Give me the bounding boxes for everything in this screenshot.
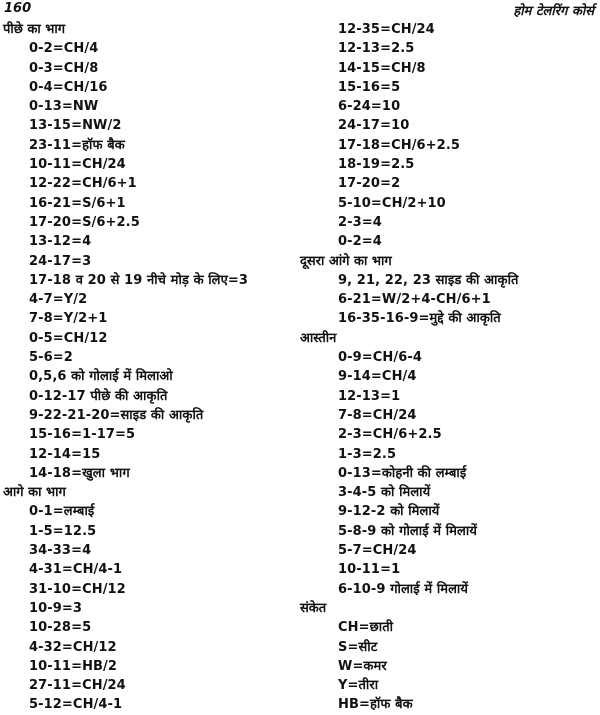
measurement-entry: 0-4=CH/16 [29, 79, 108, 95]
measurement-entry: 3-4-5 को मिलायें [338, 485, 431, 501]
measurement-entry: 12-22=CH/6+1 [29, 176, 137, 192]
measurement-entry: 17-20=S/6+2.5 [29, 214, 140, 230]
legend-entry: CH=छाती [338, 620, 394, 636]
measurement-entry: 1-5=12.5 [29, 523, 97, 539]
measurement-entry: 27-11=CH/24 [29, 678, 126, 694]
measurement-entry: 0-1=लम्बाई [29, 504, 95, 520]
measurement-entry: 5-6=2 [29, 350, 73, 366]
measurement-entry: 0-2=4 [338, 234, 382, 250]
section-heading-front-part: आगे का भाग [3, 485, 66, 501]
measurement-entry: 10-11=CH/24 [29, 157, 126, 173]
measurement-entry: 6-21=W/2+4-CH/6+1 [338, 292, 491, 308]
measurement-entry: 34-33=4 [29, 543, 92, 559]
measurement-entry: 5-7=CH/24 [338, 543, 417, 559]
measurement-entry: 6-10-9 गोलाई में मिलायें [338, 581, 469, 597]
measurement-entry: 2-3=CH/6+2.5 [338, 427, 442, 443]
measurement-entry: 0-5=CH/12 [29, 330, 108, 346]
measurement-entry: 17-18 व 20 से 19 नीचे मोड़ के लिए=3 [29, 272, 249, 288]
section-heading-sleeve: आस्तीन [300, 330, 337, 346]
measurement-entry: 12-14=15 [29, 446, 101, 462]
measurement-entry: 13-12=4 [29, 234, 92, 250]
measurement-entry: 4-31=CH/4-1 [29, 562, 123, 578]
measurement-entry: 0-13=कोहनी की लम्बाई [338, 465, 467, 481]
measurement-entry: 18-19=2.5 [338, 157, 415, 173]
running-head: होम टेलरिंग कोर्स [513, 4, 594, 19]
section-heading-second-front-part: दूसरा आंगे का भाग [300, 253, 392, 269]
measurement-entry: 12-35=CH/24 [338, 22, 435, 37]
left-column [3, 20, 293, 715]
measurement-entry: 17-20=2 [338, 176, 401, 192]
measurement-entry: 0-9=CH/6-4 [338, 350, 423, 366]
legend-entry: S=सीट [338, 639, 378, 655]
measurement-entry: 10-9=3 [29, 600, 83, 616]
measurement-entry: 10-11=1 [338, 562, 401, 578]
measurement-entry: 0-13=NW [29, 99, 99, 115]
measurement-entry: 9, 21, 22, 23 साइड की आकृति [338, 272, 519, 288]
measurement-entry: 16-21=S/6+1 [29, 195, 126, 211]
measurement-entry: 6-24=10 [338, 99, 401, 115]
measurement-entry: 9-22-21-20=साइड की आकृति [29, 407, 204, 423]
measurement-entry: 7-8=CH/24 [338, 407, 417, 423]
measurement-entry: 24-17=10 [338, 118, 410, 134]
section-heading-back-part: पीछे का भाग [3, 22, 66, 37]
measurement-entry: 9-14=CH/4 [338, 369, 417, 385]
section-heading-legend: संकेत [300, 600, 327, 616]
measurement-entry: 2-3=4 [338, 214, 382, 230]
measurement-entry: 0,5,6 को गोलाई में मिलाओ [29, 369, 173, 385]
measurement-entry: 4-32=CH/12 [29, 639, 117, 655]
measurement-entry: 23-11=हॉफ बैक [29, 137, 125, 153]
right-column [300, 20, 596, 715]
measurement-entry: 0-2=CH/4 [29, 41, 99, 57]
measurement-entry: 4-7=Y/2 [29, 292, 88, 308]
measurement-entry: 12-13=2.5 [338, 41, 415, 57]
page-number: 160 [4, 1, 32, 16]
measurement-entry: 1-3=2.5 [338, 446, 397, 462]
measurement-entry: 7-8=Y/2+1 [29, 311, 108, 327]
measurement-entry: 13-15=NW/2 [29, 118, 122, 134]
measurement-entry: 15-16=5 [338, 79, 401, 95]
measurement-entry: 10-28=5 [29, 620, 92, 636]
measurement-entry: 5-12=CH/4-1 [29, 697, 123, 713]
measurement-entry: 17-18=CH/6+2.5 [338, 137, 461, 153]
legend-entry: Y=तीरा [338, 678, 379, 694]
measurement-entry: 24-17=3 [29, 253, 92, 269]
measurement-entry: 9-12-2 को मिलायें [338, 504, 440, 520]
legend-entry: W=कमर [338, 658, 387, 674]
measurement-entry: 15-16=1-17=5 [29, 427, 136, 443]
measurement-entry: 5-10=CH/2+10 [338, 195, 446, 211]
legend-entry: HB=हॉफ बैक [338, 697, 413, 713]
measurement-entry: 31-10=CH/12 [29, 581, 126, 597]
measurement-entry: 16-35-16-9=मुद्दे की आकृति [338, 311, 501, 327]
measurement-entry: 12-13=1 [338, 388, 401, 404]
measurement-entry: 0-12-17 पीछे की आकृति [29, 388, 168, 404]
measurement-entry: 0-3=CH/8 [29, 60, 99, 76]
measurement-entry: 5-8-9 को गोलाई में मिलायें [338, 523, 477, 539]
measurement-entry: 14-18=खुला भाग [29, 465, 130, 481]
measurement-entry: 10-11=HB/2 [29, 658, 118, 674]
measurement-entry: 14-15=CH/8 [338, 60, 426, 76]
